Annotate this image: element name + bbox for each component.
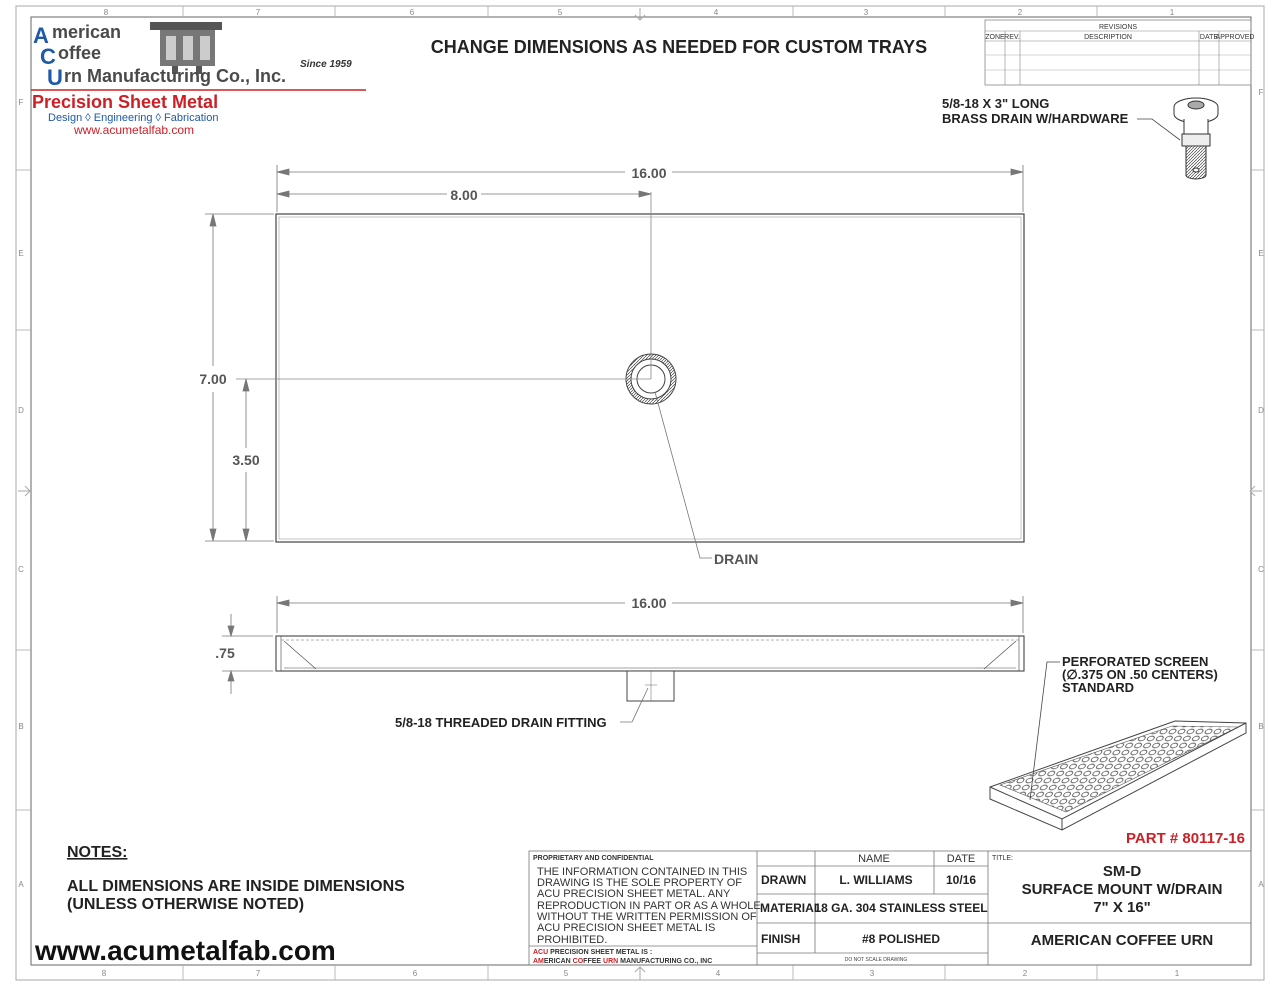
brass-callout-line1: 5/8-18 X 3" LONG (942, 96, 1050, 111)
finish-value: #8 POLISHED (861, 932, 941, 946)
svg-text:A: A (33, 23, 49, 48)
title-line3: 7" X 16" (1093, 899, 1151, 916)
svg-text:WITHOUT THE WRITTEN PERMISSION: WITHOUT THE WRITTEN PERMISSION OF (537, 911, 757, 923)
name-header: NAME (858, 853, 890, 865)
perforated-screen-illustration (990, 721, 1246, 830)
dim-height: 7.00 (199, 371, 227, 387)
svg-text:3: 3 (869, 969, 875, 978)
svg-text:Design ◊ Engineering ◊ Fab: Design ◊ Engineering ◊ Fabrication (48, 112, 219, 124)
svg-text:E: E (18, 249, 24, 258)
dim-half-height: 3.50 (232, 452, 260, 468)
proprietary-text (537, 866, 761, 946)
svg-text:4: 4 (715, 969, 721, 978)
svg-text:ACU PRECISION SHEET METAL. AN: ACU PRECISION SHEET METAL. ANY (537, 888, 731, 900)
material-label: MATERIAL (760, 901, 822, 915)
company-name: AMERICAN COFFEE URN (1030, 932, 1214, 949)
svg-text:7: 7 (255, 969, 261, 978)
svg-text:DATE: DATE (1199, 34, 1219, 41)
svg-text:merican: merican (52, 22, 122, 42)
title-label: TITLE: (992, 855, 1014, 862)
dim-width-top: 16.00 (631, 165, 667, 181)
svg-text:A: A (1258, 880, 1264, 889)
svg-text:2: 2 (1022, 969, 1028, 978)
fitting-label: 5/8-18 THREADED DRAIN FITTING (395, 715, 607, 730)
svg-text:5: 5 (557, 8, 563, 17)
svg-text:8: 8 (101, 969, 107, 978)
svg-text:F: F (1258, 88, 1264, 97)
acu-company-line: AMERICAN COFFEE URN MANUFACTURING CO., INC (533, 958, 713, 965)
svg-text:A: A (18, 880, 24, 889)
proprietary-heading: PROPRIETARY AND CONFIDENTIAL (533, 855, 654, 862)
svg-text:ACU PRECISION SHEET METAL IS: ACU PRECISION SHEET METAL IS (537, 922, 716, 934)
svg-text:6: 6 (412, 969, 418, 978)
svg-text:8: 8 (103, 8, 109, 17)
banner-text: CHANGE DIMENSIONS AS NEEDED FOR CUSTOM TRAYS (430, 37, 928, 57)
date-header: DATE (946, 853, 976, 865)
zone-labels-bottom (102, 969, 1180, 978)
svg-text:REV.: REV. (1004, 34, 1020, 41)
do-not-scale: DO NOT SCALE DRAWING (844, 957, 908, 963)
svg-text:5: 5 (563, 969, 569, 978)
brass-callout-line2: BRASS DRAIN W/HARDWARE (942, 111, 1129, 126)
drain-fitting-side (627, 671, 674, 701)
svg-text:2: 2 (1017, 8, 1023, 17)
side-view (276, 636, 1024, 701)
title-line2: SURFACE MOUNT W/DRAIN (1021, 881, 1223, 898)
center-mark-bottom (635, 967, 645, 980)
svg-text:C: C (40, 44, 56, 69)
zone-labels-top (104, 8, 1175, 17)
svg-text:APPROVED: APPROVED (1215, 34, 1255, 41)
acu-is-line: ACU PRECISION SHEET METAL IS : (533, 949, 653, 956)
svg-text:E: E (1258, 249, 1264, 258)
dim-width-side: 16.00 (631, 595, 667, 611)
part-number: PART # 80117-16 (1126, 830, 1245, 847)
center-mark-left (18, 486, 30, 496)
svg-text:U: U (47, 65, 63, 90)
svg-text:6: 6 (409, 8, 415, 17)
drain-label: DRAIN (714, 551, 759, 567)
svg-text:DRAWING IS THE SOLE PROPERTY O: DRAWING IS THE SOLE PROPERTY OF (537, 877, 742, 889)
finish-label: FINISH (761, 932, 801, 946)
footer-url: www.acumetalfab.com (35, 935, 336, 966)
svg-text:rn Manufacturing Co., Inc.: rn Manufacturing Co., Inc. (64, 66, 287, 86)
notes-line2: (UNLESS OTHERWISE NOTED) (67, 896, 305, 913)
svg-text:1: 1 (1174, 969, 1180, 978)
center-mark-right (1250, 486, 1262, 496)
dim-half-width: 8.00 (450, 187, 478, 203)
screen-callout-line1: PERFORATED SCREEN (1062, 654, 1209, 669)
title-line1: SM-D (1102, 863, 1142, 880)
svg-text:ZONE: ZONE (985, 34, 1005, 41)
svg-text:Precision Sheet Metal: Precision Sheet Metal (32, 92, 219, 112)
svg-text:Since 1959: Since 1959 (300, 59, 352, 70)
svg-text:www.acumetalfab.com: www.acumetalfab.com (74, 123, 195, 137)
drawn-label: DRAWN (761, 873, 807, 887)
svg-text:offee: offee (58, 43, 102, 63)
drawn-date: 10/16 (945, 873, 977, 887)
svg-text:DESCRIPTION: DESCRIPTION (1084, 34, 1132, 41)
top-view (236, 192, 1024, 542)
svg-text:7: 7 (255, 8, 261, 17)
revisions-block (985, 20, 1254, 85)
center-mark-top (635, 8, 645, 20)
svg-text:4: 4 (713, 8, 719, 17)
svg-text:1: 1 (1169, 8, 1175, 17)
svg-text:D: D (18, 406, 24, 415)
svg-text:B: B (18, 722, 24, 731)
svg-text:3: 3 (863, 8, 869, 17)
svg-text:THE INFORMATION CONTAINED IN T: THE INFORMATION CONTAINED IN THIS (537, 866, 748, 878)
svg-text:B: B (1258, 722, 1264, 731)
screen-callout-line3: STANDARD (1062, 680, 1134, 695)
svg-text:D: D (1258, 406, 1264, 415)
screen-callout-line2: (∅.375 ON .50 CENTERS) (1062, 667, 1218, 682)
drawn-name: L. WILLIAMS (839, 873, 913, 887)
svg-text:REPRODUCTION IN PART OR AS A W: REPRODUCTION IN PART OR AS A WHOLE (537, 900, 761, 912)
notes-line1: ALL DIMENSIONS ARE INSIDE DIMENSIONS (67, 878, 405, 895)
brass-drain-illustration (1174, 98, 1218, 179)
svg-text:C: C (18, 565, 24, 574)
svg-text:C: C (1258, 565, 1264, 574)
dim-depth: .75 (215, 645, 235, 661)
material-value: 18 GA. 304 STAINLESS STEEL (814, 901, 988, 915)
revisions-title: REVISIONS (1098, 24, 1138, 31)
company-logo (31, 22, 366, 137)
svg-text:PROHIBITED.: PROHIBITED. (537, 934, 608, 946)
notes-heading: NOTES: (67, 844, 128, 861)
svg-text:F: F (18, 98, 24, 107)
